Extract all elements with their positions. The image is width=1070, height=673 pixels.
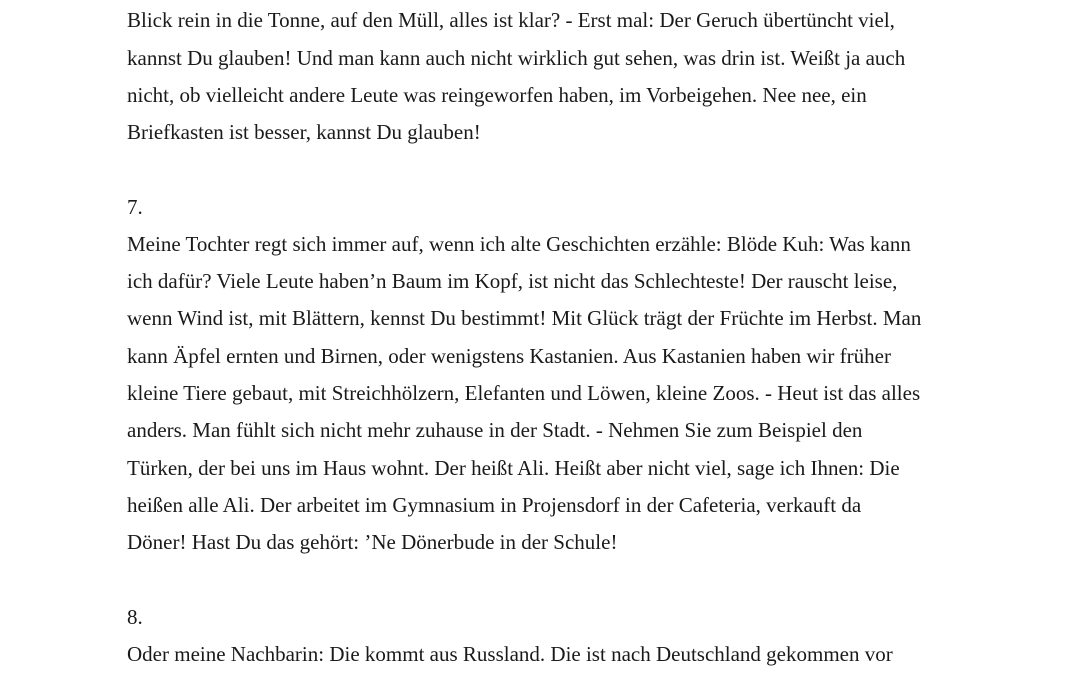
- paragraph-line: Türken, der bei uns im Haus wohnt. Der heißt Ali. Heißt aber nicht viel, sage ich Ihnen: Die: [127, 456, 900, 480]
- paragraph-line: wenn Wind ist, mit Blättern, kennst Du bestimmt! Mit Glück trägt der Früchte im Herbst. Man: [127, 306, 922, 330]
- paragraph-line: kleine Tiere gebaut, mit Streichhölzern, Elefanten und Löwen, kleine Zoos. - Heut ist das alles: [127, 381, 921, 405]
- paragraph-line: nicht, ob vielleicht andere Leute was reingeworfen haben, im Vorbeigehen. Nee nee, ein: [127, 83, 867, 107]
- paragraph-line: anders. Man fühlt sich nicht mehr zuhause in der Stadt. - Nehmen Sie zum Beispiel den: [127, 418, 863, 442]
- paragraph-line: heißen alle Ali. Der arbeitet im Gymnasium in Projensdorf in der Cafeteria, verkauft da: [127, 493, 862, 517]
- paragraph-line: kann Äpfel ernten und Birnen, oder wenigstens Kastanien. Aus Kastanien haben wir früher: [127, 344, 891, 368]
- paragraph-line: Oder meine Nachbarin: Die kommt aus Russland. Die ist nach Deutschland gekommen vor: [127, 642, 893, 666]
- paragraph-line: Blick rein in die Tonne, auf den Müll, alles ist klar? - Erst mal: Der Geruch übertüncht viel,: [127, 8, 895, 32]
- paragraph-line: ich dafür? Viele Leute haben’n Baum im Kopf, ist nicht das Schlechteste! Der rauscht leise,: [127, 269, 898, 293]
- paragraph-line: Briefkasten ist besser, kannst Du glauben!: [127, 120, 481, 144]
- section-number-7: 7.: [127, 195, 143, 219]
- paragraph-line: kannst Du glauben! Und man kann auch nicht wirklich gut sehen, was drin ist. Weißt ja auch: [127, 46, 906, 70]
- paragraph-line: Meine Tochter regt sich immer auf, wenn ich alte Geschichten erzähle: Blöde Kuh: Was kann: [127, 232, 911, 256]
- section-number-8: 8.: [127, 605, 143, 629]
- paragraph-line: Döner! Hast Du das gehört: ’Ne Dönerbude in der Schule!: [127, 530, 618, 554]
